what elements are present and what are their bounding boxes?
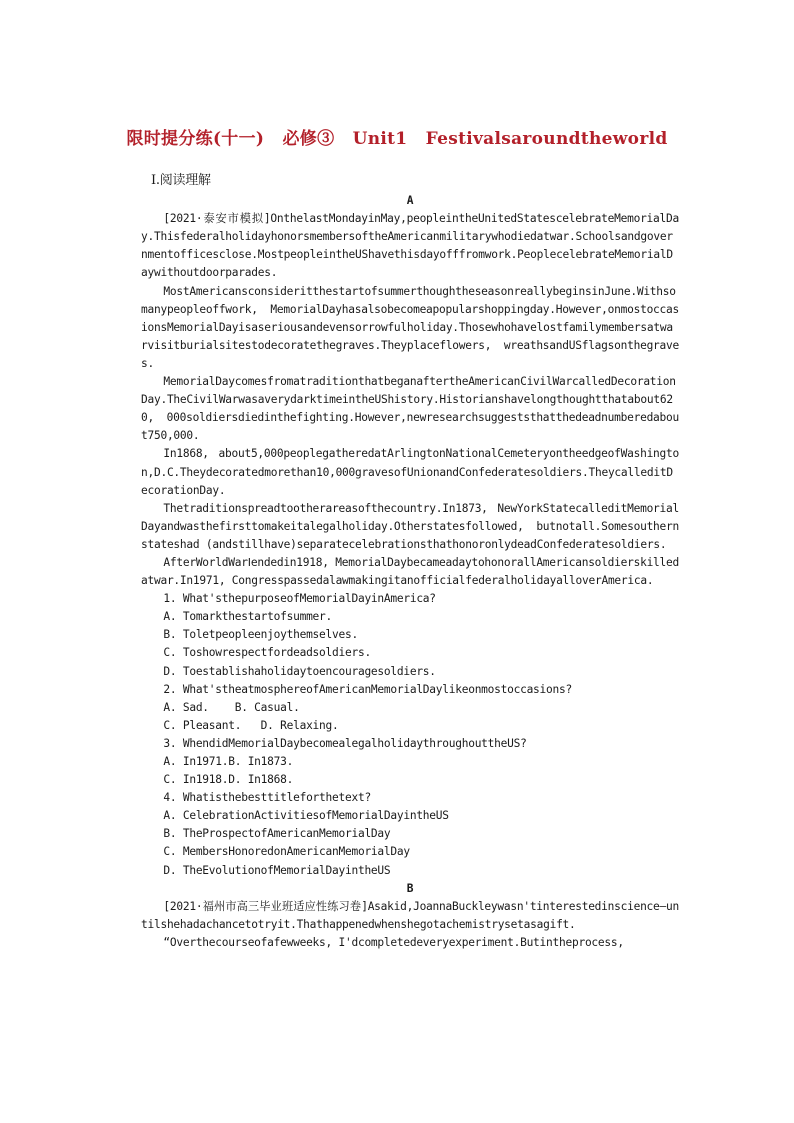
- answer-option: D. TheEvolutionofMemorialDayintheUS: [163, 863, 391, 877]
- answer-option: B. TheProspectofAmericanMemorialDay: [163, 827, 391, 841]
- passage-a-paragraph-5: Thetraditionspreadtootherareasofthecountry.In1873, NewYorkStatecalleditMemorialDayandwasthefirsttomakeitalegalholiday.Otherstatesfollowed, butnotall.Somesouthernstateshad (andstillhave)separatecelebrationsthathonoronlydeadConfederatesoldiers.: [141, 501, 679, 551]
- passage-b-p1-text: Asakid,JoannaBuckleywasn'tinterestedinscience—untilshehadachancetotryit.Thathappenedwhenshegotachemistrysetasagift.: [141, 899, 679, 931]
- passage-b-label: B: [406, 881, 414, 895]
- question-stem: 3. WhendidMemorialDaybecomealegalholidaythroughouttheUS?: [163, 736, 527, 750]
- question-4: [141, 789, 679, 879]
- passage-b-paragraph-2: “Overthecourseofafewweeks, I'dcompletedeveryexperiment.Butintheprocess,: [163, 935, 624, 949]
- answer-option: C. MembersHonoredonAmericanMemorialDay: [163, 845, 410, 859]
- answer-option: A. In1971.B. In1873.: [163, 755, 294, 768]
- section-heading: Ⅰ.阅读理解: [151, 173, 211, 188]
- page-title: [0, 124, 794, 149]
- passage-a-paragraph-6: AfterWorldWarⅠendedin1918, MemorialDaybecameadaytohonorallAmericansoldierskilledatwar.In1971, CongresspassedalawmakingitanofficialfederalholidayalloverAmerica.: [141, 555, 679, 588]
- passage-a-paragraph-2: MostAmericansconsideritthestartofsummerthoughtheseasonreallybeginsinJune.Withsomanypeopleoffwork, MemorialDayhasalsobecomeapopularshoppingday.However,onmostoccasionsMemorialDayisaseriousandevensorrowfulholiday.Thosewhohavelostfamilymembersatwarvisitburialsitestodecoratethegraves.Theyplaceflowers, wreathsandUSflagsonthegraves.: [141, 284, 679, 370]
- passage-a-paragraph-4: In1868, about5,000peoplegatheredatArlingtonNationalCemeteryontheedgeofWashington,D.C.Theydecoratedmorethan10,000gravesofUnionandConfederatesoldiers.TheycalleditDecorationDay.: [141, 447, 679, 497]
- passage-a-p1-text: OnthelastMondayinMay,peopleintheUnitedStatescelebrateMemorialDay.ThisfederalholidayhonorsmembersoftheAmericanmilitarywhodiedatwar.Schoolsandgovernmentofficesclose.MostpeopleintheUShavethisdayofffromwork.PeoplecelebrateMemorialDaywithoutdoorparades.: [141, 212, 679, 280]
- passage-a-paragraph-1: [141, 210, 679, 282]
- question-2: [141, 681, 679, 735]
- answer-option: A. Tomarkthestartofsummer.: [163, 610, 333, 624]
- passage-a-paragraph-3: MemorialDaycomesfromatraditionthatbeganaftertheAmericanCivilWarcalledDecorationDay.TheCivilWarwasaverydarktimeintheUShistory.Historianshavelongthoughtthatabout620, 000soldiersdiedinthefighting.However,newresearchsuggeststhatthedeadnumberedabout750,000.: [141, 375, 679, 443]
- answer-option: C. Toshowrespectfordeadsoldiers.: [163, 646, 371, 660]
- answer-option: A. Sad. B. Casual.: [163, 700, 300, 714]
- question-stem: 2. What'stheatmosphereofAmericanMemorialDaylikeonmostoccasions?: [163, 682, 572, 696]
- passage-b-source: [2021·福州市高三毕业班适应性练习卷]: [163, 899, 368, 913]
- answer-option: D. Toestablishaholidaytoencouragesoldiers.: [163, 664, 436, 678]
- title-part-2: 必修③: [282, 129, 335, 149]
- answer-option: C. In1918.D. In1868.: [163, 773, 294, 787]
- passage-b-paragraph-1: [141, 898, 679, 934]
- answer-option: C. Pleasant. D. Relaxing.: [163, 718, 339, 732]
- question-stem: 4. Whatisthebesttitleforthetext?: [163, 791, 371, 805]
- answer-option: A. CelebrationActivitiesofMemorialDayintheUS: [163, 809, 449, 823]
- question-1: [141, 590, 679, 680]
- title-part-1: 限时提分练(十一): [126, 129, 265, 149]
- question-stem: 1. What'sthepurposeofMemorialDayinAmerica?: [163, 592, 436, 606]
- answer-option: B. Toletpeopleenjoythemselves.: [163, 628, 358, 642]
- passage-a-label: A: [406, 194, 414, 208]
- title-part-3: Unit1: [352, 129, 408, 149]
- passage-a-source: [2021·泰安市模拟]: [163, 212, 271, 226]
- title-part-4: Festivalsaroundtheworld: [425, 129, 668, 149]
- document-body: [141, 172, 679, 952]
- question-3: [141, 735, 679, 789]
